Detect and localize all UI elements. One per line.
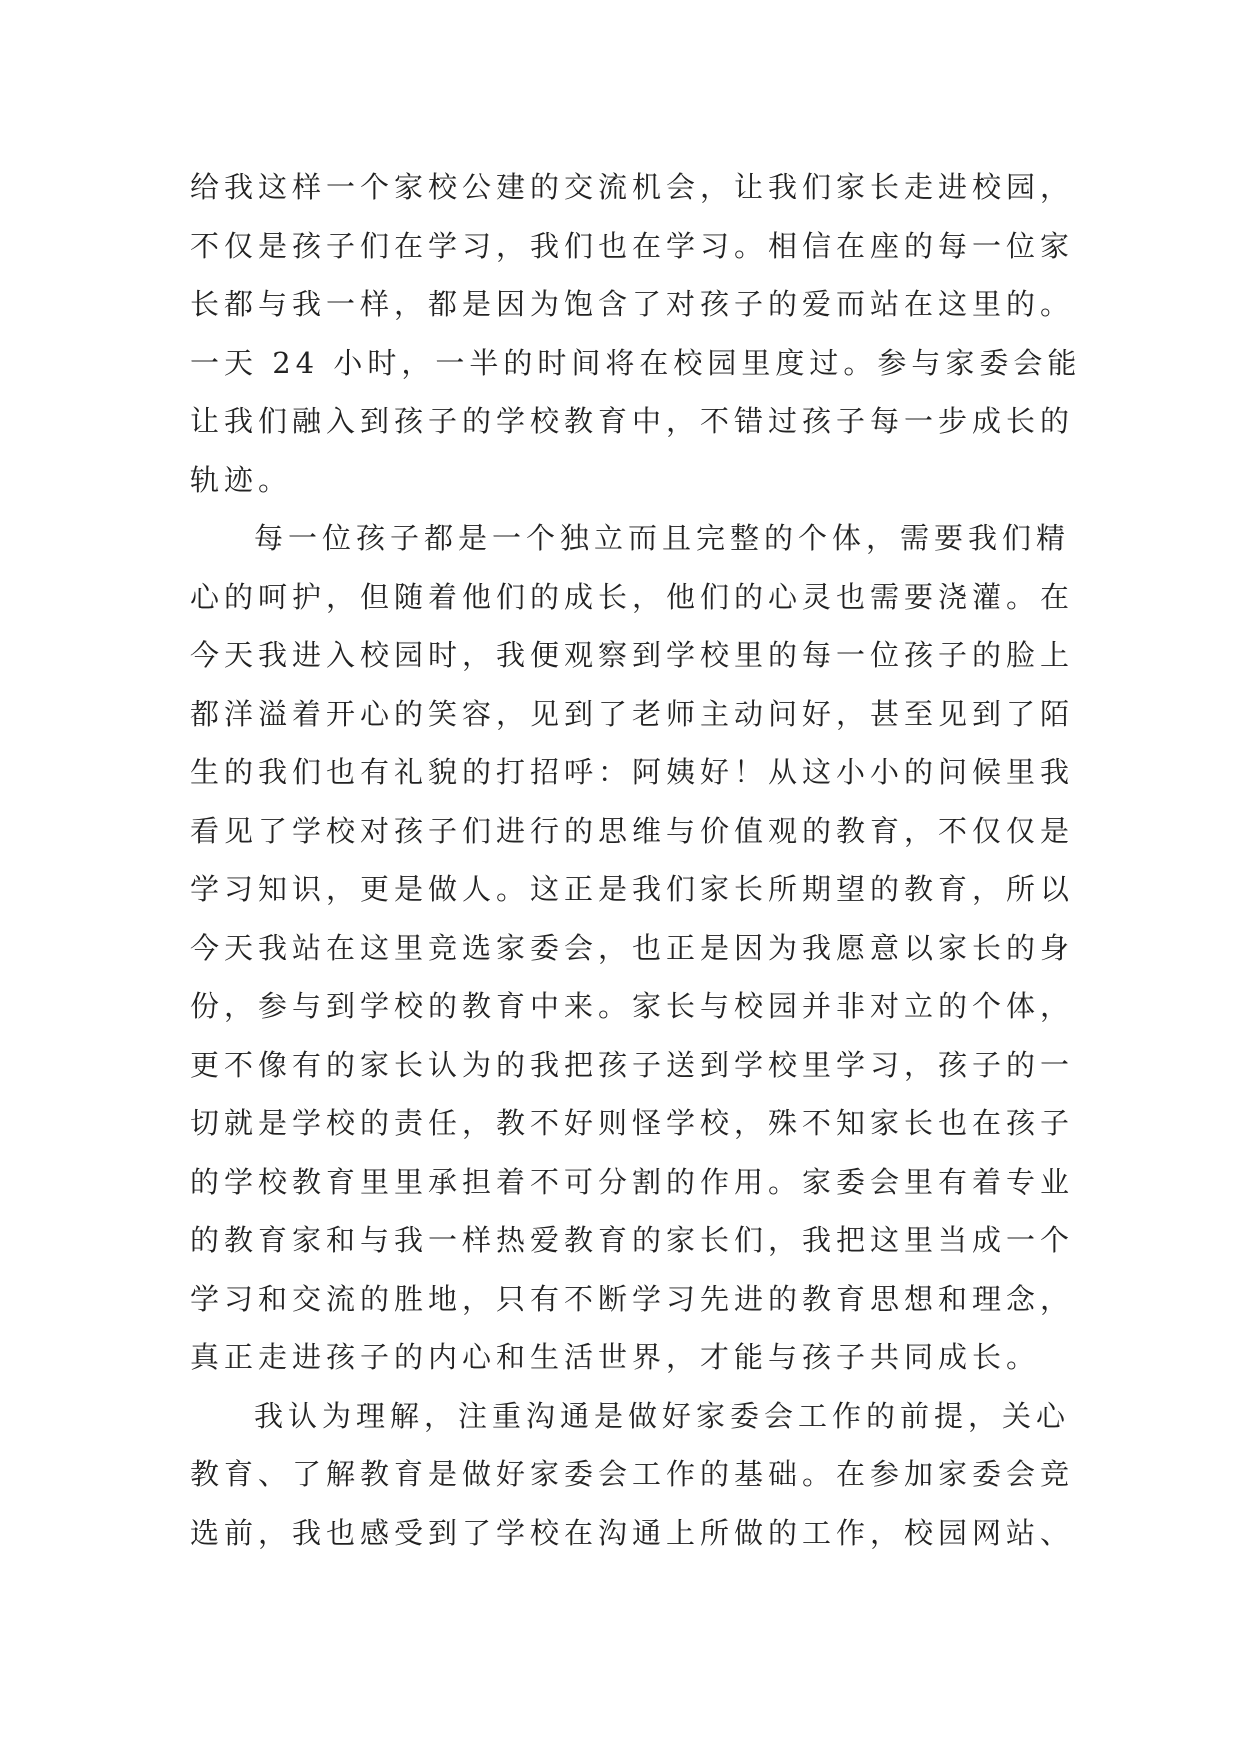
text-line: 选前，我也感受到了学校在沟通上所做的工作，校园网站、	[190, 1515, 1075, 1550]
text-line: 真正走进孩子的内心和生活世界，才能与孩子共同成长。	[190, 1340, 1041, 1374]
text-line: 教育、了解教育是做好家委会工作的基础。在参加家委会竞	[190, 1457, 1075, 1491]
text-line: 生的我们也有礼貌的打招呼：阿姨好！从这小小的问候里我	[190, 755, 1075, 789]
text-line: 长都与我一样，都是因为饱含了对孩子的爱而站在这里的。	[190, 287, 1075, 321]
text-line: 今天我站在这里竞选家委会，也正是因为我愿意以家长的身	[190, 930, 1075, 965]
text-line: 学习知识，更是做人。这正是我们家长所期望的教育，所以	[190, 872, 1075, 906]
text-line: 不仅是孩子们在学习，我们也在学习。相信在座的每一位家	[190, 228, 1075, 263]
text-line: 学习和交流的胜地，只有不断学习先进的教育思想和理念，	[190, 1281, 1075, 1316]
text-line: 的学校教育里里承担着不可分割的作用。家委会里有着专业	[190, 1164, 1075, 1199]
text-line: 看见了学校对孩子们进行的思维与价值观的教育，不仅仅是	[190, 813, 1075, 848]
text-line: 更不像有的家长认为的我把孩子送到学校里学习，孩子的一	[190, 1047, 1075, 1082]
text-line: 都洋溢着开心的笑容，见到了老师主动问好，甚至见到了陌	[190, 696, 1075, 731]
text-line: 心的呵护，但随着他们的成长，他们的心灵也需要浇灌。在	[190, 579, 1075, 614]
paragraph-start-line: 每一位孩子都是一个独立而且完整的个体，需要我们精	[254, 521, 1071, 555]
text-line: 一天 24 小时，一半的时间将在校园里度过。参与家委会能	[190, 345, 1082, 380]
text-line: 给我这样一个家校公建的交流机会，让我们家长走进校园，	[190, 170, 1075, 204]
text-line: 让我们融入到孩子的学校教育中，不错过孩子每一步成长的	[190, 404, 1075, 438]
document-body	[190, 158, 1082, 1562]
text-line: 份，参与到学校的教育中来。家长与校园并非对立的个体，	[190, 989, 1075, 1023]
text-line: 今天我进入校园时，我便观察到学校里的每一位孩子的脸上	[190, 638, 1075, 672]
text-line: 轨迹。	[190, 462, 293, 497]
text-line: 的教育家和与我一样热爱教育的家长们，我把这里当成一个	[190, 1223, 1075, 1257]
paragraph-start-line: 我认为理解，注重沟通是做好家委会工作的前提，关心	[254, 1398, 1071, 1433]
text-line: 切就是学校的责任，教不好则怪学校，殊不知家长也在孩子	[190, 1106, 1075, 1140]
